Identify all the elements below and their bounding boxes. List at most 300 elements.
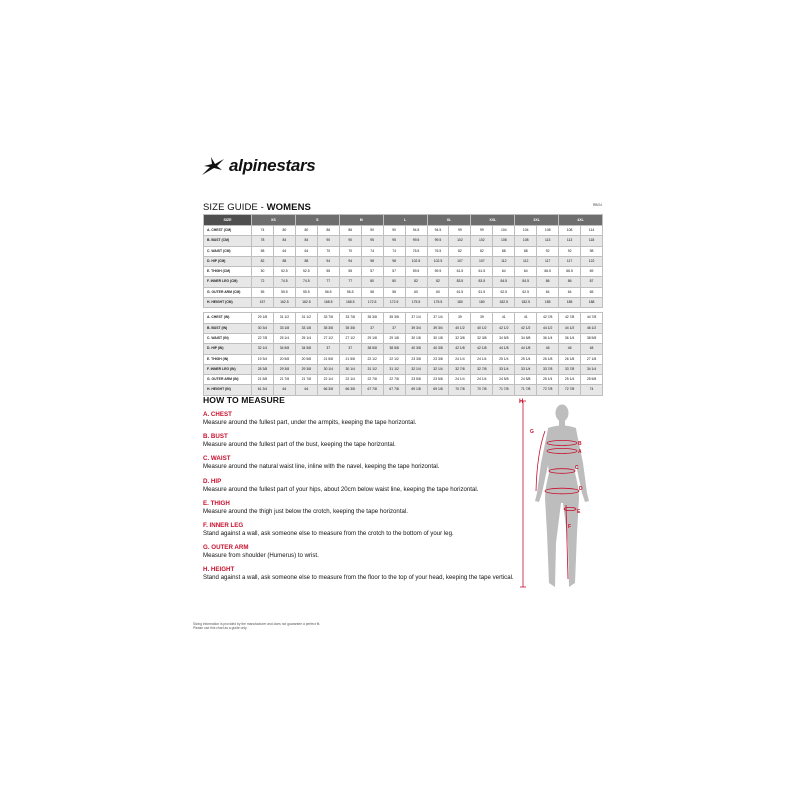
table-cell: 69 1/8 bbox=[427, 385, 449, 395]
table-cell: 34 5/8 bbox=[295, 344, 317, 354]
table-row bbox=[204, 236, 603, 246]
table-cell: 38 5/8 bbox=[361, 344, 383, 354]
table-cell: 24 1/4 bbox=[449, 375, 471, 385]
size-col-xs: XS bbox=[252, 215, 296, 226]
table-cell: 36 1/4 bbox=[537, 333, 559, 343]
table-cell: 34 1/4 bbox=[581, 364, 603, 374]
table-cell: 34 5/8 bbox=[515, 333, 537, 343]
how-to-measure-title: HOW TO MEASURE bbox=[203, 395, 285, 405]
table-cell: 162.5 bbox=[273, 298, 295, 308]
table-cell: 90 bbox=[317, 236, 339, 246]
disclaimer-line-1: Sizing information is provided by the manufacturer and does not guarantee a perfect fit. bbox=[193, 622, 321, 626]
table-cell: 112 bbox=[515, 256, 537, 266]
table-cell: 162.5 bbox=[295, 298, 317, 308]
table-cell: 57 bbox=[361, 267, 383, 277]
table-cell: 74.5 bbox=[273, 277, 295, 287]
label-b: B bbox=[578, 441, 582, 447]
table-cell: 118 bbox=[581, 236, 603, 246]
table-cell: 172.5 bbox=[383, 298, 405, 308]
table-cell: 33 7/8 bbox=[537, 364, 559, 374]
row-label: A. CHEST (IN) bbox=[204, 313, 252, 323]
measure-section-text: Stand against a wall, ask someone else to measure from the floor to the top of your head, keeping the tape vertical. bbox=[203, 574, 514, 582]
table-cell: 26 1/8 bbox=[559, 354, 581, 364]
table-cell: 37 bbox=[317, 344, 339, 354]
table-cell: 55 bbox=[252, 287, 274, 297]
table-cell: 44 7/8 bbox=[581, 313, 603, 323]
row-label: F. INNER LEG (IN) bbox=[204, 364, 252, 374]
row-label: B. BUST (IN) bbox=[204, 323, 252, 333]
table-cell: 57 bbox=[383, 267, 405, 277]
table-cell: 60 bbox=[427, 287, 449, 297]
table-cell: 35 3/8 bbox=[361, 313, 383, 323]
table-cell: 90 bbox=[361, 226, 383, 236]
table-cell: 64 bbox=[273, 385, 295, 395]
row-label: D. HIP (CM) bbox=[204, 256, 252, 266]
table-cell: 107 bbox=[449, 256, 471, 266]
row-label: H. HEIGHT (CM) bbox=[204, 298, 252, 308]
table-row bbox=[204, 226, 603, 236]
guide-ref: RB/04 bbox=[593, 203, 602, 207]
brand-logo bbox=[200, 155, 315, 177]
table-cell: 99 bbox=[449, 226, 471, 236]
size-col-3xl: 3XL bbox=[515, 215, 559, 226]
size-table-body bbox=[204, 226, 603, 396]
table-cell: 72 7/8 bbox=[537, 385, 559, 395]
table-cell: 33 7/8 bbox=[559, 364, 581, 374]
table-cell: 30 1/8 bbox=[427, 333, 449, 343]
table-cell: 44 1/2 bbox=[537, 323, 559, 333]
table-cell: 117 bbox=[559, 256, 581, 266]
table-cell: 35 3/8 bbox=[339, 323, 361, 333]
table-cell: 22 1/4 bbox=[317, 375, 339, 385]
table-cell: 30 1/8 bbox=[405, 333, 427, 343]
table-cell: 84.5 bbox=[515, 277, 537, 287]
table-cell: 78 bbox=[252, 236, 274, 246]
table-cell: 74 bbox=[581, 385, 603, 395]
table-cell: 66.5 bbox=[559, 267, 581, 277]
table-cell: 46 1/2 bbox=[581, 323, 603, 333]
guide-header bbox=[203, 197, 603, 211]
table-cell: 61.5 bbox=[471, 287, 493, 297]
table-cell: 80 bbox=[273, 226, 295, 236]
table-cell: 98 bbox=[361, 256, 383, 266]
table-row bbox=[204, 364, 603, 374]
table-cell: 55 bbox=[317, 267, 339, 277]
table-cell: 59.5 bbox=[427, 267, 449, 277]
table-cell: 30 1/4 bbox=[339, 364, 361, 374]
table-row bbox=[204, 267, 603, 277]
table-cell: 64 bbox=[559, 287, 581, 297]
table-cell: 83.5 bbox=[449, 277, 471, 287]
row-label: C. WAIST (CM) bbox=[204, 246, 252, 256]
table-cell: 90 bbox=[339, 236, 361, 246]
table-cell: 71 7/8 bbox=[493, 385, 515, 395]
table-cell: 180 bbox=[471, 298, 493, 308]
table-cell: 82 bbox=[252, 256, 274, 266]
table-cell: 21 5/8 bbox=[339, 354, 361, 364]
row-label: H. HEIGHT (IN) bbox=[204, 385, 252, 395]
table-cell: 99 bbox=[471, 226, 493, 236]
size-header-row bbox=[204, 215, 603, 226]
table-cell: 108 bbox=[537, 226, 559, 236]
table-cell: 102 bbox=[471, 236, 493, 246]
table-cell: 102.5 bbox=[405, 256, 427, 266]
measure-section-title: D. HIP bbox=[203, 477, 222, 485]
measure-section-title: G. OUTER ARM bbox=[203, 544, 249, 552]
table-cell: 42 1/2 bbox=[493, 323, 515, 333]
table-cell: 42 1/8 bbox=[471, 344, 493, 354]
table-cell: 21 5/8 bbox=[317, 354, 339, 364]
table-cell: 27 1/8 bbox=[581, 354, 603, 364]
row-label: D. HIP (IN) bbox=[204, 344, 252, 354]
measure-section bbox=[203, 433, 523, 449]
table-cell: 29 3/8 bbox=[273, 364, 295, 374]
table-row bbox=[204, 375, 603, 385]
table-cell: 39 bbox=[471, 313, 493, 323]
table-cell: 35 3/8 bbox=[317, 323, 339, 333]
label-g: G bbox=[530, 429, 534, 435]
table-cell: 92 bbox=[537, 246, 559, 256]
table-cell: 80 bbox=[295, 226, 317, 236]
table-cell: 76.5 bbox=[427, 246, 449, 256]
table-cell: 42 7/8 bbox=[537, 313, 559, 323]
table-cell: 117 bbox=[537, 256, 559, 266]
row-label: E. THIGH (CM) bbox=[204, 267, 252, 277]
table-cell: 108 bbox=[559, 226, 581, 236]
table-cell: 21 5/8 bbox=[252, 375, 274, 385]
size-col-m: M bbox=[339, 215, 383, 226]
table-cell: 84 bbox=[273, 236, 295, 246]
measure-section-text: Measure around the fullest part of your hips, about 20cm below waist line, keeping the tape horizontal. bbox=[203, 485, 479, 493]
table-cell: 35 3/8 bbox=[383, 313, 405, 323]
table-cell: 40 3/8 bbox=[427, 344, 449, 354]
table-row bbox=[204, 333, 603, 343]
table-cell: 23 3/8 bbox=[427, 354, 449, 364]
table-cell: 61.5 bbox=[471, 267, 493, 277]
table-cell: 23 3/8 bbox=[405, 354, 427, 364]
row-label: C. WAIST (IN) bbox=[204, 333, 252, 343]
table-cell: 102 bbox=[449, 236, 471, 246]
table-cell: 86 bbox=[339, 226, 361, 236]
table-cell: 26 1/8 bbox=[537, 354, 559, 364]
table-cell: 34 5/8 bbox=[493, 333, 515, 343]
table-row bbox=[204, 298, 603, 308]
guide-label: SIZE GUIDE - bbox=[203, 202, 267, 213]
table-cell: 19 3/4 bbox=[252, 354, 274, 364]
measure-section-text: Stand against a wall, ask someone else to measure from the crotch to the bottom of your leg. bbox=[203, 529, 454, 537]
measure-section-title: B. BUST bbox=[203, 433, 228, 441]
guide-title bbox=[203, 202, 311, 213]
table-cell: 61 3/4 bbox=[252, 385, 274, 395]
table-cell: 74 bbox=[361, 246, 383, 256]
table-cell: 59.5 bbox=[405, 267, 427, 277]
body-measurement-figure bbox=[515, 393, 605, 598]
table-cell: 70 bbox=[317, 246, 339, 256]
table-cell: 52.5 bbox=[295, 267, 317, 277]
table-cell: 180 bbox=[449, 298, 471, 308]
table-cell: 32 3/8 bbox=[449, 333, 471, 343]
table-cell: 22 7/8 bbox=[252, 333, 274, 343]
table-cell: 40 1/2 bbox=[449, 323, 471, 333]
table-cell: 36 1/4 bbox=[559, 333, 581, 343]
alpinestars-star-icon bbox=[200, 155, 226, 177]
table-cell: 64 bbox=[515, 267, 537, 277]
table-row bbox=[204, 256, 603, 266]
table-cell: 44 1/8 bbox=[515, 344, 537, 354]
table-cell: 33 7/8 bbox=[317, 313, 339, 323]
label-f: F bbox=[568, 524, 572, 530]
table-cell: 104 bbox=[515, 226, 537, 236]
table-cell: 70 7/8 bbox=[449, 385, 471, 395]
table-cell: 29 3/8 bbox=[295, 364, 317, 374]
table-cell: 42 1/8 bbox=[449, 344, 471, 354]
table-cell: 62.5 bbox=[493, 287, 515, 297]
table-cell: 38 5/8 bbox=[581, 333, 603, 343]
table-cell: 122 bbox=[581, 256, 603, 266]
table-cell: 37 1/4 bbox=[405, 313, 427, 323]
table-cell: 72 7/8 bbox=[559, 385, 581, 395]
table-cell: 95 bbox=[383, 236, 405, 246]
table-cell: 185 bbox=[537, 298, 559, 308]
table-cell: 92 bbox=[559, 246, 581, 256]
table-cell: 37 1/4 bbox=[427, 313, 449, 323]
table-cell: 86 bbox=[537, 277, 559, 287]
table-cell: 168.5 bbox=[317, 298, 339, 308]
disclaimer bbox=[193, 622, 320, 631]
table-cell: 32 7/8 bbox=[471, 364, 493, 374]
table-cell: 28 3/8 bbox=[252, 364, 274, 374]
table-cell: 48 bbox=[581, 344, 603, 354]
table-cell: 32 1/4 bbox=[427, 364, 449, 374]
table-cell: 34 5/8 bbox=[273, 344, 295, 354]
table-row bbox=[204, 287, 603, 297]
measure-sections bbox=[203, 411, 523, 582]
table-cell: 33 7/8 bbox=[339, 313, 361, 323]
table-cell: 82 bbox=[449, 246, 471, 256]
table-cell: 20 5/8 bbox=[295, 354, 317, 364]
table-cell: 31 1/2 bbox=[273, 313, 295, 323]
table-cell: 84.5 bbox=[493, 277, 515, 287]
table-cell: 32 7/8 bbox=[449, 364, 471, 374]
table-cell: 104 bbox=[493, 226, 515, 236]
table-cell: 22 1/4 bbox=[339, 375, 361, 385]
table-cell: 65 bbox=[581, 287, 603, 297]
table-cell: 80 bbox=[361, 277, 383, 287]
measure-section-title: C. WAIST bbox=[203, 455, 231, 463]
table-cell: 77 bbox=[317, 277, 339, 287]
body-silhouette bbox=[535, 405, 589, 588]
table-cell: 70 bbox=[339, 246, 361, 256]
table-cell: 69 bbox=[581, 267, 603, 277]
row-label: B. BUST (CM) bbox=[204, 236, 252, 246]
measure-section bbox=[203, 566, 523, 582]
table-cell: 175.5 bbox=[405, 298, 427, 308]
measure-section bbox=[203, 411, 523, 427]
table-cell: 20 5/8 bbox=[273, 354, 295, 364]
table-cell: 172.5 bbox=[361, 298, 383, 308]
table-cell: 168.5 bbox=[339, 298, 361, 308]
size-col-l: L bbox=[383, 215, 427, 226]
table-row bbox=[204, 354, 603, 364]
table-cell: 90 bbox=[383, 226, 405, 236]
table-cell: 22 7/8 bbox=[383, 375, 405, 385]
table-cell: 25 5/8 bbox=[581, 375, 603, 385]
table-cell: 99.5 bbox=[427, 236, 449, 246]
size-table bbox=[203, 214, 603, 396]
table-cell: 22 1/2 bbox=[361, 354, 383, 364]
table-cell: 66 3/8 bbox=[339, 385, 361, 395]
table-cell: 31 1/2 bbox=[383, 364, 405, 374]
row-label: E. THIGH (IN) bbox=[204, 354, 252, 364]
table-cell: 25 1/4 bbox=[515, 354, 537, 364]
table-cell: 33 1/4 bbox=[515, 364, 537, 374]
table-cell: 74.5 bbox=[295, 277, 317, 287]
how-to-measure bbox=[203, 395, 523, 589]
measure-section-text: Measure around the fullest part of the bust, keeping the tape horizontal. bbox=[203, 441, 396, 449]
brand-name: alpinestars bbox=[229, 156, 316, 175]
table-cell: 23 5/8 bbox=[405, 375, 427, 385]
table-cell: 82 bbox=[471, 246, 493, 256]
table-cell: 67 7/8 bbox=[383, 385, 405, 395]
table-cell: 108 bbox=[515, 236, 537, 246]
table-cell: 24 5/8 bbox=[515, 375, 537, 385]
table-cell: 22 1/2 bbox=[383, 354, 405, 364]
table-cell: 23 5/8 bbox=[427, 375, 449, 385]
table-cell: 24 1/4 bbox=[471, 354, 493, 364]
table-cell: 86 bbox=[317, 226, 339, 236]
table-cell: 50 bbox=[252, 267, 274, 277]
table-cell: 46 bbox=[537, 344, 559, 354]
table-cell: 74 bbox=[252, 226, 274, 236]
table-cell: 25 1/4 bbox=[493, 354, 515, 364]
table-cell: 67 7/8 bbox=[361, 385, 383, 395]
table-cell: 86 bbox=[559, 277, 581, 287]
table-cell: 46 bbox=[559, 344, 581, 354]
table-cell: 98 bbox=[581, 246, 603, 256]
table-cell: 24 1/4 bbox=[449, 354, 471, 364]
measure-section bbox=[203, 544, 523, 560]
table-row bbox=[204, 246, 603, 256]
table-cell: 83.5 bbox=[471, 277, 493, 287]
table-cell: 30 1/4 bbox=[317, 364, 339, 374]
table-cell: 60 bbox=[405, 287, 427, 297]
table-row bbox=[204, 277, 603, 287]
table-cell: 61.5 bbox=[449, 267, 471, 277]
table-cell: 62.5 bbox=[515, 287, 537, 297]
table-cell: 182.5 bbox=[515, 298, 537, 308]
table-cell: 25 1/4 bbox=[537, 375, 559, 385]
table-cell: 76.5 bbox=[405, 246, 427, 256]
table-cell: 38 5/8 bbox=[383, 344, 405, 354]
table-cell: 157 bbox=[252, 298, 274, 308]
table-cell: 77 bbox=[339, 277, 361, 287]
table-cell: 175.5 bbox=[427, 298, 449, 308]
size-col-xxl: XXL bbox=[471, 215, 515, 226]
size-header: SIZE bbox=[204, 215, 252, 226]
table-cell: 29 1/8 bbox=[252, 313, 274, 323]
table-row bbox=[204, 344, 603, 354]
table-cell: 27 1/2 bbox=[317, 333, 339, 343]
row-label: F. INNER LEG (CM) bbox=[204, 277, 252, 287]
table-cell: 37 bbox=[383, 323, 405, 333]
table-cell: 33 1/4 bbox=[493, 364, 515, 374]
table-cell: 29 1/8 bbox=[361, 333, 383, 343]
table-cell: 25 1/4 bbox=[295, 333, 317, 343]
table-cell: 42 7/8 bbox=[559, 313, 581, 323]
table-cell: 87 bbox=[581, 277, 603, 287]
measure-section-text: Measure from shoulder (Humerus) to wrist. bbox=[203, 552, 319, 560]
table-cell: 40 3/8 bbox=[405, 344, 427, 354]
table-cell: 72 bbox=[252, 277, 274, 287]
table-cell: 31 1/2 bbox=[361, 364, 383, 374]
row-label: G. OUTER ARM (IN) bbox=[204, 375, 252, 385]
table-cell: 88 bbox=[515, 246, 537, 256]
table-cell: 21 7/8 bbox=[295, 375, 317, 385]
table-cell: 64 bbox=[537, 287, 559, 297]
table-cell: 39 bbox=[449, 313, 471, 323]
measure-section-title: F. INNER LEG bbox=[203, 521, 244, 529]
measure-section-title: A. CHEST bbox=[203, 411, 232, 418]
table-cell: 94 bbox=[339, 256, 361, 266]
table-cell: 113 bbox=[537, 236, 559, 246]
table-cell: 88 bbox=[493, 246, 515, 256]
measure-section bbox=[203, 455, 523, 471]
measure-section-text: Measure around the fullest part, under the armpits, keeping the tape horizontal. bbox=[203, 419, 417, 426]
table-cell: 108 bbox=[493, 236, 515, 246]
table-cell: 102.5 bbox=[427, 256, 449, 266]
table-cell: 39 3/4 bbox=[427, 323, 449, 333]
table-cell: 82 bbox=[427, 277, 449, 287]
table-cell: 94 bbox=[317, 256, 339, 266]
table-cell: 29 1/8 bbox=[383, 333, 405, 343]
table-cell: 44 1/2 bbox=[559, 323, 581, 333]
table-cell: 64 bbox=[273, 246, 295, 256]
table-cell: 64 bbox=[295, 385, 317, 395]
table-cell: 55.5 bbox=[295, 287, 317, 297]
table-row bbox=[204, 313, 603, 323]
table-cell: 56.5 bbox=[339, 287, 361, 297]
size-col-xl: XL bbox=[427, 215, 471, 226]
table-cell: 185 bbox=[559, 298, 581, 308]
table-cell: 41 bbox=[493, 313, 515, 323]
table-cell: 95 bbox=[361, 236, 383, 246]
table-cell: 112 bbox=[493, 256, 515, 266]
table-cell: 37 bbox=[339, 344, 361, 354]
table-cell: 114 bbox=[581, 226, 603, 236]
table-cell: 52.5 bbox=[273, 267, 295, 277]
measure-section-title: H. HEIGHT bbox=[203, 566, 235, 574]
table-cell: 71 7/8 bbox=[515, 385, 537, 395]
table-cell: 84 bbox=[295, 236, 317, 246]
table-cell: 64 bbox=[493, 267, 515, 277]
table-row bbox=[204, 323, 603, 333]
table-cell: 70 7/8 bbox=[471, 385, 493, 395]
guide-category: WOMENS bbox=[266, 202, 311, 213]
table-cell: 113 bbox=[559, 236, 581, 246]
table-cell: 40 1/2 bbox=[471, 323, 493, 333]
table-cell: 188 bbox=[581, 298, 603, 308]
table-cell: 107 bbox=[471, 256, 493, 266]
table-cell: 74 bbox=[383, 246, 405, 256]
measure-section-text: Measure around the thigh just below the crotch, keeping the tape horizontal. bbox=[203, 507, 408, 515]
table-cell: 55.5 bbox=[273, 287, 295, 297]
measure-section bbox=[203, 478, 523, 494]
label-a: A bbox=[578, 449, 582, 455]
table-cell: 44 1/8 bbox=[493, 344, 515, 354]
table-cell: 58 bbox=[383, 287, 405, 297]
table-cell: 32 1/4 bbox=[405, 364, 427, 374]
table-cell: 61.5 bbox=[449, 287, 471, 297]
